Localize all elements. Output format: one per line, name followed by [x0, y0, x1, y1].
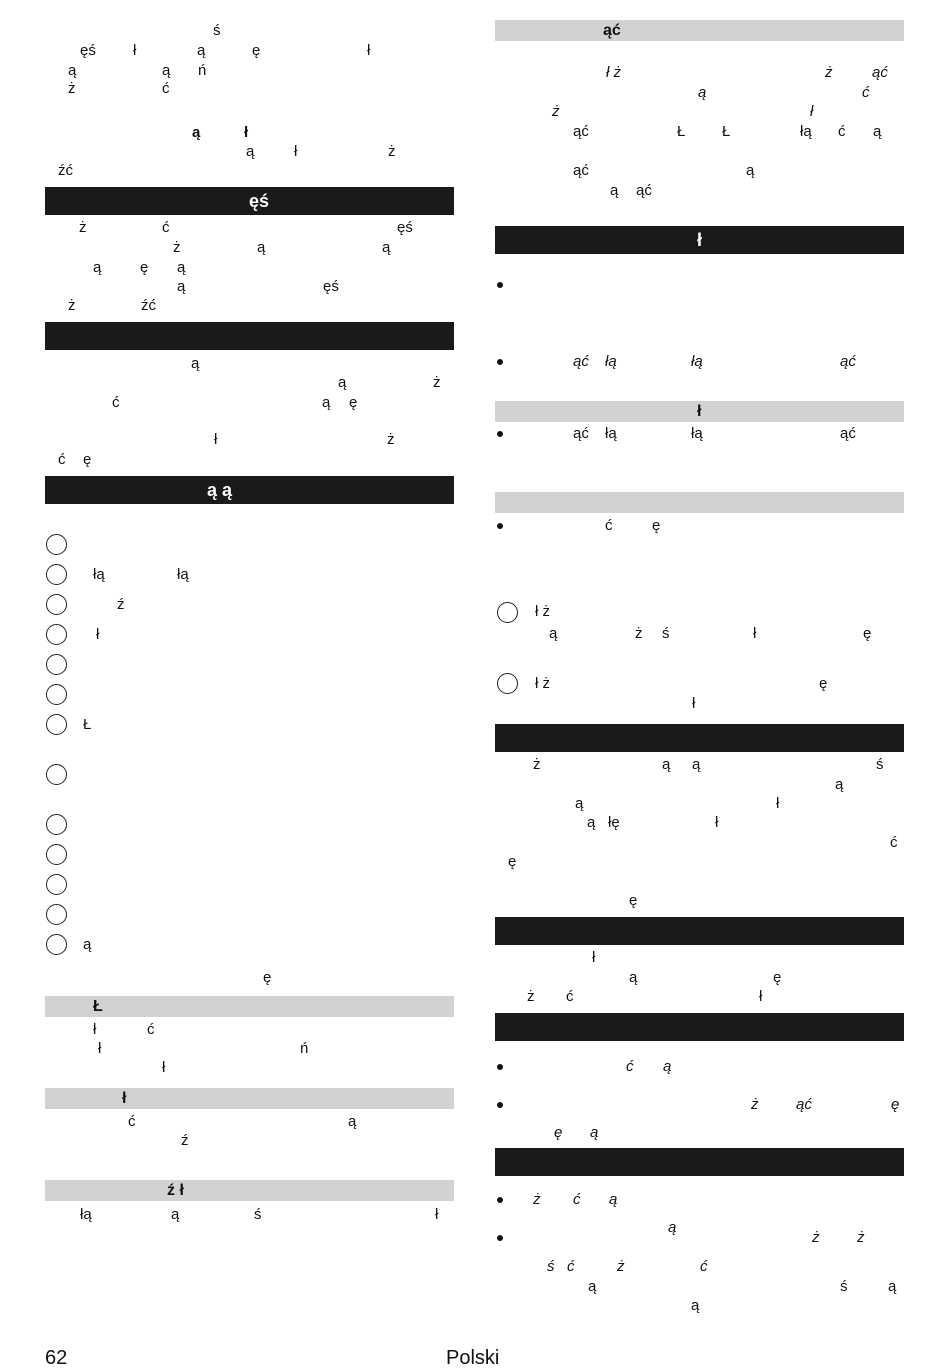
- text-fragment: ąć: [573, 123, 589, 140]
- text-fragment: ą: [692, 756, 701, 773]
- text-fragment: ą: [162, 62, 171, 79]
- text-fragment: ł: [214, 431, 218, 448]
- list-item-text: ź: [117, 596, 125, 613]
- number-circle-icon: [46, 844, 67, 865]
- text-fragment: ń: [198, 62, 207, 79]
- bullet-item-text: łą: [605, 425, 617, 442]
- text-fragment: ż: [533, 756, 541, 773]
- text-fragment: ę: [349, 394, 358, 411]
- number-circle-icon: [46, 764, 67, 785]
- bullet-icon: [497, 1064, 503, 1070]
- list-item-text: ą: [83, 936, 92, 953]
- text-fragment: ę: [263, 969, 272, 986]
- bullet-item-text: ć: [626, 1058, 634, 1075]
- text-fragment: ł: [810, 103, 814, 120]
- right-section-header-6: [495, 917, 904, 945]
- text-fragment: ą: [338, 374, 347, 391]
- footer-language: Polski: [446, 1347, 500, 1369]
- right-section-header-2: [495, 226, 904, 254]
- text-fragment: ć: [162, 80, 170, 97]
- bullet-item-text: ć: [573, 1191, 581, 1208]
- left-section-header-2: [45, 322, 454, 350]
- text-fragment: ęś: [323, 278, 339, 295]
- left-section-header-3: [45, 476, 454, 504]
- bullet-item-text: łą: [691, 353, 703, 370]
- right-subheader-3: [495, 401, 904, 422]
- text-fragment: ą: [68, 62, 77, 79]
- text-fragment: ż: [825, 64, 833, 81]
- text-fragment: ą: [668, 1219, 677, 1236]
- text-fragment: źć: [58, 162, 73, 179]
- right-subheader-1-title: ąć: [603, 22, 621, 39]
- bullet-item-text: ż: [857, 1229, 865, 1246]
- text-fragment: ę: [252, 42, 261, 59]
- text-fragment: ą: [257, 239, 266, 256]
- text-fragment: ć: [58, 451, 66, 468]
- bullet-icon: [497, 1235, 503, 1241]
- text-fragment: Ł: [677, 123, 686, 140]
- number-circle-icon: [46, 684, 67, 705]
- text-fragment: ś: [254, 1206, 262, 1223]
- text-fragment: ć: [567, 1258, 575, 1275]
- text-fragment: ł: [98, 1040, 102, 1057]
- text-fragment: ą: [588, 1278, 597, 1295]
- text-fragment: ę: [773, 969, 782, 986]
- text-fragment: ł: [244, 124, 249, 141]
- text-fragment: ą: [746, 162, 755, 179]
- text-fragment: ł: [592, 949, 596, 966]
- right-section-header-2-title: ł: [697, 230, 703, 250]
- text-fragment: ś: [213, 22, 221, 39]
- text-fragment: łę: [608, 814, 620, 831]
- number-circle-icon: [46, 714, 67, 735]
- bullet-item-text: ą: [609, 1191, 618, 1208]
- number-circle-icon: [46, 534, 67, 555]
- text-fragment: ą: [191, 355, 200, 372]
- left-subheader-5-title: ł: [122, 1090, 127, 1107]
- bullet-item-text: ą: [663, 1058, 672, 1075]
- left-subheader-6-title: ź ł: [167, 1182, 184, 1199]
- text-fragment: ł: [367, 42, 371, 59]
- text-fragment: ż: [68, 297, 76, 314]
- text-fragment: ą: [835, 776, 844, 793]
- note-text: ą: [549, 625, 558, 642]
- list-item-text: łą: [177, 566, 189, 583]
- text-fragment: ą: [246, 143, 255, 160]
- text-fragment: ę: [83, 451, 92, 468]
- text-fragment: ć: [162, 219, 170, 236]
- bullet-item-text: ąć: [573, 425, 589, 442]
- text-fragment: ż: [79, 219, 87, 236]
- text-fragment: ą: [873, 123, 882, 140]
- text-fragment: ą: [93, 259, 102, 276]
- text-fragment: ą: [171, 1206, 180, 1223]
- bullet-item-text: ę: [652, 517, 661, 534]
- text-fragment: ś: [840, 1278, 848, 1295]
- text-fragment: ć: [147, 1021, 155, 1038]
- text-fragment: ę: [629, 892, 638, 909]
- bullet-item-text: ć: [605, 517, 613, 534]
- bullet-icon: [497, 523, 503, 529]
- note-text: ś: [662, 625, 670, 642]
- number-circle-icon: [46, 904, 67, 925]
- text-fragment: ą: [629, 969, 638, 986]
- text-fragment: ą: [322, 394, 331, 411]
- text-fragment: ł: [435, 1206, 439, 1223]
- note-text: ż: [635, 625, 643, 642]
- text-fragment: Ł: [722, 123, 731, 140]
- text-fragment: ź: [181, 1132, 189, 1149]
- number-circle-icon: [46, 564, 67, 585]
- bullet-item-text: ąć: [840, 353, 856, 370]
- bullet-icon: [497, 359, 503, 365]
- note-text: ł ż: [535, 675, 550, 692]
- page-number: 62: [45, 1347, 68, 1369]
- number-circle-icon: [46, 594, 67, 615]
- text-fragment: ą: [575, 795, 584, 812]
- text-fragment: ęś: [80, 42, 96, 59]
- right-section-header-5: [495, 724, 904, 752]
- left-subheader-6: [45, 1180, 454, 1201]
- note-text: ę: [863, 625, 872, 642]
- right-section-header-7: [495, 1013, 904, 1041]
- text-fragment: ż: [388, 143, 396, 160]
- text-fragment: ą: [197, 42, 206, 59]
- bullet-icon: [497, 282, 503, 288]
- right-subheader-4: [495, 492, 904, 513]
- text-fragment: ł: [715, 814, 719, 831]
- text-fragment: ą: [348, 1113, 357, 1130]
- note-text: ł ż: [535, 603, 550, 620]
- text-fragment: ń: [300, 1040, 309, 1057]
- text-fragment: ęś: [397, 219, 413, 236]
- text-fragment: ł: [162, 1059, 166, 1076]
- right-subheader-1: [495, 20, 904, 41]
- bullet-item-text: ż: [751, 1096, 759, 1113]
- text-fragment: ąć: [872, 64, 888, 81]
- bullet-item-text: ąć: [796, 1096, 812, 1113]
- left-section-header-1: [45, 187, 454, 215]
- text-fragment: ł: [776, 795, 780, 812]
- text-fragment: ł: [93, 1021, 97, 1038]
- text-fragment: ć: [566, 988, 574, 1005]
- note-text: ł: [692, 695, 696, 712]
- right-subheader-3-title: ł: [697, 403, 702, 420]
- left-section-header-3-title: ą ą: [207, 480, 233, 500]
- bullet-item-text: łą: [691, 425, 703, 442]
- text-fragment: ż: [617, 1258, 625, 1275]
- bullet-item-text: ż: [812, 1229, 820, 1246]
- text-fragment: ć: [128, 1113, 136, 1130]
- text-fragment: ą: [382, 239, 391, 256]
- text-fragment: ą: [662, 756, 671, 773]
- note-text: ę: [819, 675, 828, 692]
- number-circle-icon: [46, 814, 67, 835]
- bullet-item-text: ąć: [573, 353, 589, 370]
- left-subheader-4: [45, 996, 454, 1017]
- left-subheader-5: [45, 1088, 454, 1109]
- text-fragment: ę: [140, 259, 149, 276]
- right-section-header-8: [495, 1148, 904, 1176]
- number-circle-icon: [46, 874, 67, 895]
- text-fragment: ą: [177, 278, 186, 295]
- text-fragment: ąć: [636, 182, 652, 199]
- text-fragment: ą: [698, 84, 707, 101]
- number-circle-icon: [46, 624, 67, 645]
- text-fragment: ż: [387, 431, 395, 448]
- text-fragment: ą: [177, 259, 186, 276]
- text-fragment: ąć: [573, 162, 589, 179]
- bullet-item-text: łą: [605, 353, 617, 370]
- bullet-icon: [497, 1102, 503, 1108]
- text-fragment: ł: [294, 143, 298, 160]
- text-fragment: ą: [587, 814, 596, 831]
- text-fragment: ż: [552, 103, 560, 120]
- text-fragment: ż: [173, 239, 181, 256]
- text-fragment: ł: [759, 988, 763, 1005]
- text-fragment: ę: [554, 1124, 563, 1141]
- text-fragment: ś: [547, 1258, 555, 1275]
- text-fragment: ą: [691, 1297, 700, 1314]
- text-fragment: ć: [112, 394, 120, 411]
- text-fragment: ć: [838, 123, 846, 140]
- text-fragment: ś: [876, 756, 884, 773]
- bullet-icon: [497, 1197, 503, 1203]
- text-fragment: łą: [80, 1206, 92, 1223]
- text-fragment: ć: [890, 834, 898, 851]
- text-fragment: ł ż: [606, 64, 621, 81]
- number-circle-icon: [497, 673, 518, 694]
- list-item-text: ł: [96, 626, 100, 643]
- left-subheader-4-title: Ł: [93, 998, 103, 1015]
- text-fragment: ć: [862, 84, 870, 101]
- text-fragment: ą: [888, 1278, 897, 1295]
- number-circle-icon: [497, 602, 518, 623]
- text-fragment: ć: [700, 1258, 708, 1275]
- text-fragment: ą: [610, 182, 619, 199]
- left-section-header-1-title: ęś: [249, 191, 270, 211]
- text-fragment: łą: [800, 123, 812, 140]
- note-text: ł: [753, 625, 757, 642]
- text-fragment: ę: [508, 853, 517, 870]
- list-item-text: łą: [93, 566, 105, 583]
- number-circle-icon: [46, 934, 67, 955]
- text-fragment: ą: [192, 124, 201, 141]
- number-circle-icon: [46, 654, 67, 675]
- list-item-text: Ł: [83, 716, 92, 733]
- text-fragment: ż: [433, 374, 441, 391]
- bullet-item-text: ąć: [840, 425, 856, 442]
- text-fragment: ż: [68, 80, 76, 97]
- bullet-item-text: ę: [891, 1096, 900, 1113]
- text-fragment: ł: [133, 42, 137, 59]
- bullet-icon: [497, 431, 503, 437]
- bullet-item-text: ż: [533, 1191, 541, 1208]
- text-fragment: ż: [527, 988, 535, 1005]
- text-fragment: ą: [590, 1124, 599, 1141]
- text-fragment: źć: [141, 297, 156, 314]
